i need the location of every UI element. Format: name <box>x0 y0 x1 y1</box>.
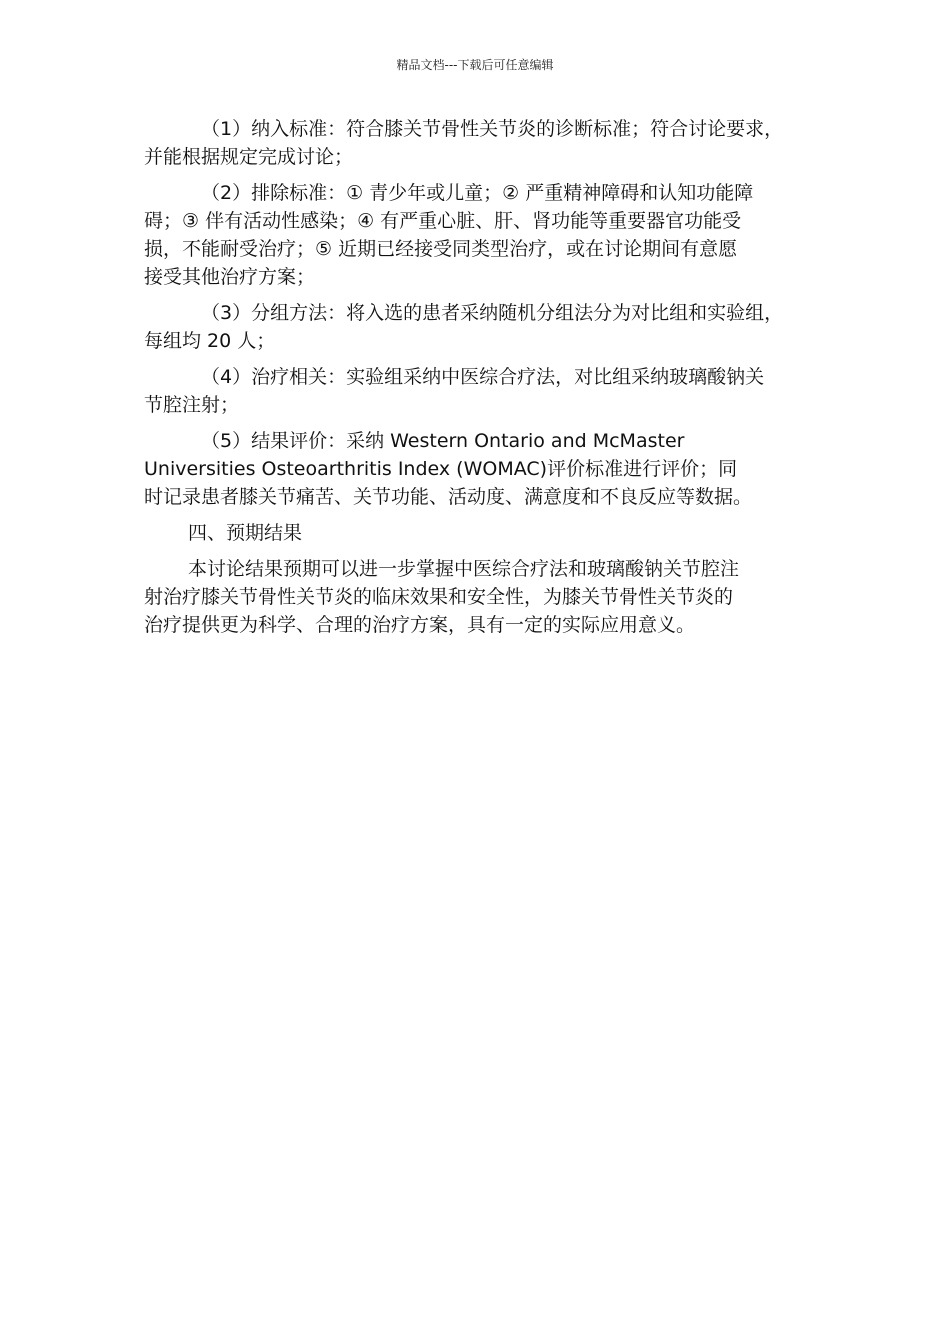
text-line: Universities Osteoarthritis Index (WOMAC)评价标准进行评价；同 <box>144 458 738 480</box>
paragraph-exclusion-criteria <box>144 179 814 291</box>
text-line: （5）结果评价：采纳 Western Ontario and McMaster <box>201 430 685 452</box>
text-line: 时记录患者膝关节痛苦、关节功能、活动度、满意度和不良反应等数据。 <box>144 486 753 508</box>
text-line: 碍；③ 伴有活动性感染；④ 有严重心脏、肝、肾功能等重要器官功能受 <box>144 210 742 232</box>
paragraph-treatment <box>144 363 814 419</box>
text-line: 节腔注射； <box>144 394 240 416</box>
paragraph-result-evaluation <box>144 427 814 511</box>
section-heading: 四、预期结果 <box>188 522 303 544</box>
text-line: 本讨论结果预期可以进一步掌握中医综合疗法和玻璃酸钠关节腔注 <box>188 558 740 580</box>
paragraph-expected-results <box>144 555 814 639</box>
page-header: 精品文档---下载后可任意编辑 <box>396 58 554 72</box>
paragraph-inclusion-criteria <box>144 115 814 171</box>
text-line: 并能根据规定完成讨论； <box>144 146 354 168</box>
section-heading-expected-results <box>144 519 814 547</box>
text-line: （2）排除标准：① 青少年或儿童；② 严重精神障碍和认知功能障 <box>201 182 754 204</box>
text-line: （1）纳入标准：符合膝关节骨性关节炎的诊断标准；符合讨论要求， <box>201 118 784 140</box>
text-line: （4）治疗相关：实验组采纳中医综合疗法，对比组采纳玻璃酸钠关 <box>201 366 765 388</box>
text-line: 治疗提供更为科学、合理的治疗方案，具有一定的实际应用意义。 <box>144 614 696 636</box>
text-line: 损，不能耐受治疗；⑤ 近期已经接受同类型治疗，或在讨论期间有意愿 <box>144 238 738 260</box>
text-line: 接受其他治疗方案； <box>144 266 316 288</box>
paragraph-grouping-method <box>144 299 814 355</box>
text-line: 每组均 20 人； <box>144 330 276 352</box>
document-body <box>144 115 814 647</box>
text-line: （3）分组方法：将入选的患者采纳随机分组法分为对比组和实验组， <box>201 302 784 324</box>
text-line: 射治疗膝关节骨性关节炎的临床效果和安全性，为膝关节骨性关节炎的 <box>144 586 734 608</box>
